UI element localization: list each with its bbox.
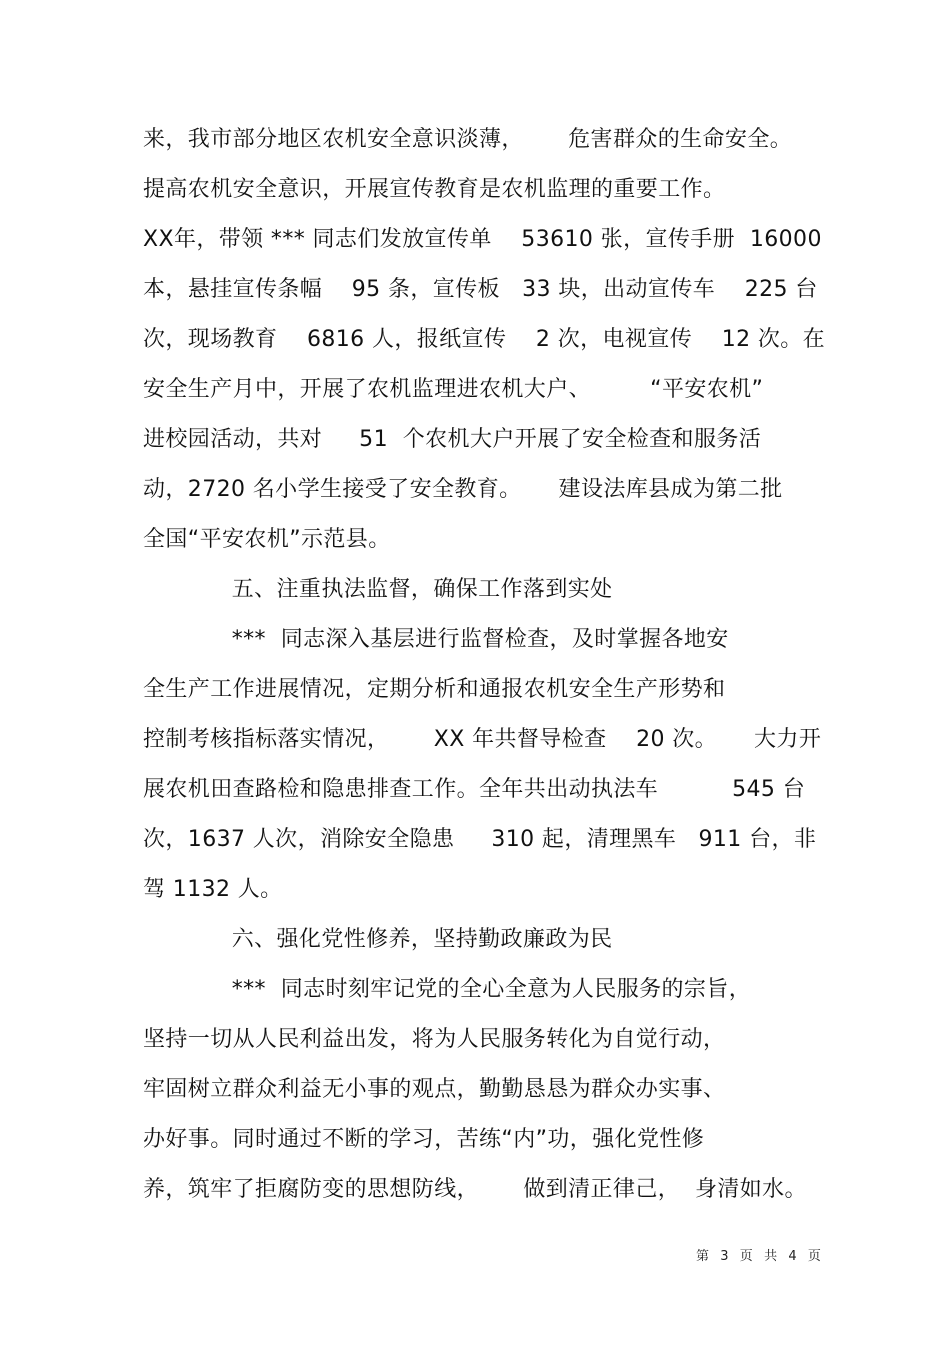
section-heading: 五、注重执法监督，确保工作落到实处 bbox=[143, 577, 613, 602]
body-line: 养，筑牢了拒腐防变的思想防线， 做到清正律己， 身清如水。 bbox=[143, 1177, 807, 1202]
body-line: 全生产工作进展情况，定期分析和通报农机安全生产形势和 bbox=[143, 677, 726, 702]
section-heading: 六、强化党性修养，坚持勤政廉政为民 bbox=[143, 927, 613, 952]
body-line: 控制考核指标落实情况， XX 年共督导检查 20 次。 大力开 bbox=[143, 727, 822, 752]
body-line: 次，1637 人次，消除安全隐患 310 起，清理黑车 911 台，非 bbox=[143, 827, 817, 852]
body-line: 牢固树立群众利益无小事的观点，勤勤恳恳为群众办实事、 bbox=[143, 1077, 726, 1102]
body-line: 来，我市部分地区农机安全意识淡薄， 危害群众的生命安全。 bbox=[143, 127, 793, 152]
body-line: 坚持一切从人民利益出发，将为人民服务转化为自觉行动， bbox=[143, 1027, 726, 1052]
body-line: 展农机田查路检和隐患排查工作。全年共出动执法车 545 台 bbox=[143, 777, 806, 802]
body-line: 提高农机安全意识，开展宣传教育是农机监理的重要工作。 bbox=[143, 177, 726, 202]
body-line: 本，悬挂宣传条幅 95 条，宣传板 33 块，出动宣传车 225 台 bbox=[143, 277, 818, 302]
body-line: *** 同志深入基层进行监督检查，及时掌握各地安 bbox=[143, 627, 729, 652]
body-line: 进校园活动，共对 51 个农机大户开展了安全检查和服务活 bbox=[143, 427, 762, 452]
body-line: 动，2720 名小学生接受了安全教育。 建设法库县成为第二批 bbox=[143, 477, 783, 502]
body-line: 安全生产月中，开展了农机监理进农机大户、 “平安农机” bbox=[143, 377, 764, 402]
body-line: *** 同志时刻牢记党的全心全意为人民服务的宗旨， bbox=[143, 977, 752, 1002]
body-line: 驾 1132 人。 bbox=[143, 877, 283, 902]
page-number-footer: 第 3 页 共 4 页 bbox=[696, 1249, 822, 1264]
body-line: 次，现场教育 6816 人，报纸宣传 2 次，电视宣传 12 次。在 bbox=[143, 327, 826, 352]
body-line: 全国“平安农机”示范县。 bbox=[143, 527, 391, 552]
body-line: XX年，带领 *** 同志们发放宣传单 53610 张，宣传手册 16000 bbox=[143, 227, 822, 252]
body-line: 办好事。同时通过不断的学习，苦练“内”功，强化党性修 bbox=[143, 1127, 705, 1152]
